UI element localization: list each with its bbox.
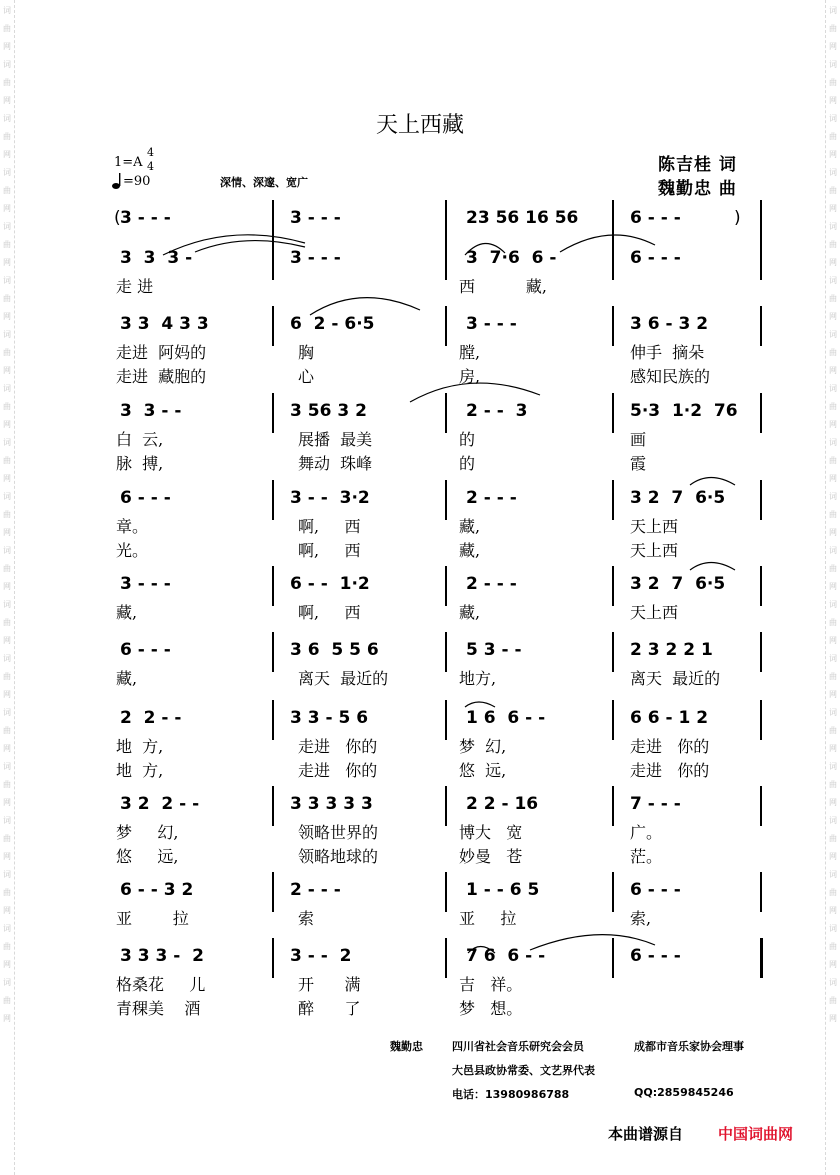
watermark-glyph: 词 [829,654,837,663]
measure-notes: 1 - - 6 5 [466,880,540,900]
barline [445,786,447,826]
barline [612,700,614,740]
lyric-segment: 藏, [116,669,138,688]
time-signature-bottom: 4 [147,160,154,173]
lyric-segment: 白 云, [116,430,164,449]
watermark-glyph: 词 [829,384,837,393]
watermark-glyph: 网 [829,312,837,321]
measure-notes: 2 - - 3 [466,401,528,421]
time-signature [147,146,154,174]
quarter-note-icon [112,172,121,190]
lyric-segment: 啊, 西 [298,541,361,560]
watermark-glyph: 词 [3,438,11,447]
watermark-glyph: 网 [3,744,11,753]
watermark-glyph: 曲 [829,24,837,33]
watermark-glyph: 网 [829,636,837,645]
measure-notes: 6 - - 3 2 [120,880,194,900]
watermark-glyph: 词 [829,870,837,879]
barline [272,306,274,346]
watermark-glyph: 曲 [829,942,837,951]
lyric-segment: 格桑花 儿 [116,975,206,994]
measure-notes: 2 - - - [466,574,517,594]
barline [445,938,447,978]
measure-notes: 3 3 - - [120,401,182,421]
lyric-segment: 离天 最近的 [630,669,721,688]
watermark-glyph: 网 [829,150,837,159]
score-row [112,200,762,240]
measure-notes: 3 - - - [120,574,171,594]
lyric-segment: 走进 你的 [298,761,378,780]
measure-notes: 3 2 7 6·5 [630,488,726,508]
barline [760,480,762,520]
barline [445,240,447,280]
footer-author: 魏勤忠 [390,1040,423,1053]
watermark-glyph: 词 [3,870,11,879]
watermark-glyph: 词 [829,60,837,69]
barline [612,938,614,978]
lyric-segment: 啊, 西 [298,517,361,536]
barline [445,872,447,912]
score-row [112,786,762,866]
close-paren: ) [734,208,741,228]
lyric-segment: 西 藏, [459,277,547,296]
footer-affiliation-2: 成都市音乐家协会理事 [634,1040,744,1053]
barline [612,786,614,826]
barline [445,566,447,606]
measure-notes: 7 - - - [630,794,681,814]
watermark-glyph: 曲 [829,672,837,681]
open-paren: ( [114,208,121,228]
watermark-glyph: 网 [3,42,11,51]
left-watermark-strip [0,0,15,1175]
score-row [112,700,762,780]
watermark-glyph: 网 [829,96,837,105]
lyric-segment: 亚 拉 [116,909,189,928]
watermark-glyph: 词 [3,816,11,825]
watermark-glyph: 网 [3,258,11,267]
measure-notes: 3 3 3 - [120,248,193,268]
lyric-segment: 梦 幻, [459,737,507,756]
barline [612,200,614,240]
lyric-segment: 藏, [459,517,481,536]
watermark-glyph: 曲 [829,618,837,627]
watermark-glyph: 网 [829,906,837,915]
lyric-segment: 脉 搏, [116,454,164,473]
barline [445,393,447,433]
measure-notes: 3 - - 2 [290,946,352,966]
watermark-glyph: 网 [829,1014,837,1023]
watermark-glyph: 网 [829,852,837,861]
watermark-glyph: 网 [3,528,11,537]
barline [612,566,614,606]
lyric-segment: 房, [459,367,481,386]
watermark-glyph: 词 [3,276,11,285]
watermark-glyph: 曲 [829,726,837,735]
expression-mark: 深情、深邃、宽广 [220,176,308,189]
watermark-glyph: 词 [829,438,837,447]
watermark-glyph: 曲 [3,780,11,789]
measure-notes: 6 - - - [630,946,681,966]
lyric-segment: 地 方, [116,761,164,780]
lyric-segment: 走进 你的 [630,737,710,756]
measure-notes: 6 6 - 1 2 [630,708,709,728]
watermark-glyph: 词 [3,978,11,987]
lyric-segment: 青稞美 酒 [116,999,201,1018]
lyric-segment: 膛, [459,343,481,362]
watermark-glyph: 词 [3,384,11,393]
measure-notes: 3 56 3 2 [290,401,367,421]
measure-notes: 3 - - - [466,314,517,334]
score-row [112,480,762,560]
measure-notes: 2 2 - 16 [466,794,539,814]
watermark-glyph: 曲 [829,132,837,141]
measure-notes: 1 6 6 - - [466,708,546,728]
barline [272,480,274,520]
measure-notes: 6 - - - [630,208,681,228]
watermark-glyph: 词 [3,600,11,609]
barline [760,240,762,280]
lyric-segment: 悠 远, [116,847,179,866]
watermark-glyph: 网 [829,42,837,51]
lyric-segment: 吉 祥。 [459,975,523,994]
score-row [112,306,762,386]
barline [272,200,274,240]
watermark-glyph: 词 [829,222,837,231]
watermark-glyph: 词 [3,546,11,555]
score-row [112,872,762,928]
lyric-segment: 藏, [459,603,481,622]
tempo-value: =90 [123,173,151,189]
measure-notes: 3 6 - 3 2 [630,314,709,334]
lyric-segment: 光。 [116,541,149,560]
score-row [112,240,762,296]
watermark-glyph: 词 [3,114,11,123]
lyric-segment: 博大 宽 [459,823,523,842]
barline [445,700,447,740]
watermark-glyph: 曲 [3,834,11,843]
right-watermark-strip [825,0,840,1175]
barline [612,306,614,346]
barline [612,480,614,520]
score-row [112,632,762,688]
lyric-segment: 藏, [459,541,481,560]
measure-notes: 6 - - - [120,640,171,660]
lyric-segment: 亚 拉 [459,909,517,928]
barline [272,700,274,740]
watermark-glyph: 网 [829,690,837,699]
footer-qq: QQ:2859845246 [634,1086,734,1099]
score-row [112,938,762,1018]
lyric-segment: 天上西 [630,603,679,622]
lyric-segment: 天上西 [630,541,679,560]
lyric-segment: 走进 藏胞的 [116,367,207,386]
measure-notes: 3 3 - 5 6 [290,708,369,728]
measure-notes: 23 56 16 56 [466,208,579,228]
footer-affiliation-1: 四川省社会音乐研究会会员 [452,1040,584,1053]
watermark-glyph: 曲 [3,726,11,735]
footer-phone: 电话：13980986788 [452,1088,570,1101]
barline [612,632,614,672]
time-signature-top: 4 [147,146,154,159]
watermark-glyph: 词 [829,762,837,771]
measure-notes: 7 6 6 - - [466,946,546,966]
watermark-glyph: 词 [829,492,837,501]
watermark-glyph: 词 [3,654,11,663]
key-signature: 1=A [114,155,143,170]
watermark-glyph: 网 [3,582,11,591]
watermark-glyph: 曲 [3,348,11,357]
watermark-glyph: 曲 [3,24,11,33]
barline [760,700,762,740]
watermark-glyph: 网 [829,204,837,213]
score-row [112,566,762,622]
watermark-glyph: 曲 [3,888,11,897]
lyric-segment: 走进 你的 [630,761,710,780]
lyric-segment: 走 进 [116,277,154,296]
lyric-segment: 的 [459,454,476,473]
barline [612,393,614,433]
measure-notes: 2 - - - [466,488,517,508]
measure-notes: 3 - - - [290,248,341,268]
footer-affiliation-3: 大邑县政协常委、文艺界代表 [452,1064,595,1077]
barline [760,306,762,346]
watermark-glyph: 网 [3,150,11,159]
watermark-glyph: 曲 [829,510,837,519]
measure-notes: 3 3 3 3 3 [290,794,373,814]
watermark-glyph: 曲 [829,240,837,249]
barline [760,393,762,433]
barline [272,938,274,978]
lyric-segment: 章。 [116,517,149,536]
watermark-glyph: 曲 [3,240,11,249]
measure-notes: 2 3 2 2 1 [630,640,713,660]
lyric-segment: 索, [630,909,652,928]
lyric-segment: 舞动 珠峰 [298,454,373,473]
measure-notes: 6 2 - 6·5 [290,314,375,334]
watermark-glyph: 词 [3,222,11,231]
watermark-glyph: 曲 [3,564,11,573]
barline [445,306,447,346]
composer-credit: 魏勤忠 曲 [658,179,737,199]
watermark-glyph: 网 [3,312,11,321]
measure-notes: 3 - - - [120,208,171,228]
measure-notes: 2 - - - [290,880,341,900]
barline [760,200,762,240]
watermark-glyph: 曲 [3,186,11,195]
lyric-segment: 广。 [630,823,663,842]
lyric-segment: 领略世界的 [298,823,379,842]
lyric-segment: 感知民族的 [630,367,711,386]
measure-notes: 3 2 2 - - [120,794,200,814]
watermark-glyph: 词 [829,168,837,177]
watermark-glyph: 词 [829,330,837,339]
watermark-glyph: 词 [829,708,837,717]
watermark-glyph: 曲 [829,888,837,897]
lyric-segment: 霞 [630,454,647,473]
barline [612,872,614,912]
lyric-segment: 梦 想。 [459,999,523,1018]
watermark-glyph: 曲 [829,834,837,843]
watermark-glyph: 曲 [3,132,11,141]
watermark-glyph: 曲 [3,294,11,303]
lyric-segment: 展播 最美 [298,430,373,449]
lyric-segment: 伸手 摘朵 [630,343,705,362]
barline [760,786,762,826]
watermark-glyph: 词 [3,60,11,69]
watermark-glyph: 网 [829,744,837,753]
watermark-glyph: 曲 [829,996,837,1005]
measure-notes: 3 7·6 6 - [466,248,557,268]
barline [760,632,762,672]
lyric-segment: 心 [298,367,315,386]
watermark-glyph: 网 [3,204,11,213]
lyric-segment: 妙曼 苍 [459,847,523,866]
lyric-segment: 离天 最近的 [298,669,389,688]
watermark-glyph: 网 [829,474,837,483]
barline [612,240,614,280]
barline [272,786,274,826]
barline [445,480,447,520]
lyric-segment: 醉 了 [298,999,361,1018]
lyric-segment: 的 [459,430,476,449]
watermark-glyph: 曲 [3,942,11,951]
watermark-glyph: 词 [829,816,837,825]
watermark-glyph: 词 [3,168,11,177]
watermark-glyph: 网 [3,798,11,807]
lyric-segment: 走进 阿妈的 [116,343,207,362]
watermark-glyph: 词 [829,978,837,987]
lyric-segment: 天上西 [630,517,679,536]
watermark-glyph: 网 [3,636,11,645]
watermark-glyph: 网 [3,420,11,429]
watermark-glyph: 网 [3,690,11,699]
measure-notes: 6 - - - [630,248,681,268]
watermark-glyph: 网 [829,528,837,537]
measure-notes: 5 3 - - [466,640,522,660]
watermark-glyph: 词 [829,546,837,555]
watermark-glyph: 网 [829,420,837,429]
lyric-segment: 藏, [116,603,138,622]
barline [272,393,274,433]
barline [445,200,447,240]
lyric-segment: 悠 远, [459,761,507,780]
watermark-glyph: 词 [3,762,11,771]
song-title: 天上西藏 [375,113,464,138]
watermark-glyph: 曲 [829,456,837,465]
watermark-glyph: 词 [3,708,11,717]
measure-notes: 6 - - - [120,488,171,508]
measure-notes: 3 3 4 3 3 [120,314,209,334]
watermark-glyph: 网 [3,96,11,105]
barline [272,632,274,672]
barline [272,872,274,912]
measure-notes: 3 3 3 - 2 [120,946,204,966]
lyric-segment: 领略地球的 [298,847,379,866]
watermark-glyph: 曲 [3,672,11,681]
watermark-glyph: 曲 [829,780,837,789]
measure-notes: 2 2 - - [120,708,182,728]
measure-notes: 3 6 5 5 6 [290,640,379,660]
source-label: 本曲谱源自 [608,1125,684,1143]
lyric-segment: 开 满 [298,975,361,994]
lyric-segment: 胸 [298,343,315,362]
measure-notes: 3 2 7 6·5 [630,574,726,594]
lyric-segment: 走进 你的 [298,737,378,756]
source-brand-link[interactable]: 中国词曲网 [718,1125,794,1143]
measure-notes: 6 - - - [630,880,681,900]
watermark-glyph: 网 [3,474,11,483]
watermark-glyph: 曲 [829,294,837,303]
watermark-glyph: 网 [3,906,11,915]
watermark-glyph: 曲 [3,510,11,519]
watermark-glyph: 曲 [829,564,837,573]
watermark-glyph: 曲 [829,402,837,411]
measure-notes: 3 - - 3·2 [290,488,370,508]
watermark-glyph: 词 [3,6,11,15]
barline [760,566,762,606]
lyric-segment: 地 方, [116,737,164,756]
watermark-glyph: 词 [3,330,11,339]
barline [272,240,274,280]
lyric-segment: 索 [298,909,315,928]
watermark-glyph: 网 [829,366,837,375]
watermark-glyph: 词 [829,6,837,15]
measure-notes: 6 - - 1·2 [290,574,370,594]
measure-notes: 3 - - - [290,208,341,228]
watermark-glyph: 词 [829,924,837,933]
watermark-glyph: 网 [829,798,837,807]
barline [272,566,274,606]
barline [760,872,762,912]
watermark-glyph: 网 [3,852,11,861]
lyric-segment: 地方, [459,669,497,688]
watermark-glyph: 网 [829,582,837,591]
watermark-glyph: 曲 [829,78,837,87]
watermark-glyph: 曲 [3,996,11,1005]
lyric-segment: 梦 幻, [116,823,179,842]
barline [445,632,447,672]
lyric-segment: 画 [630,430,647,449]
lyricist-credit: 陈吉桂 词 [658,155,737,175]
watermark-glyph: 曲 [3,78,11,87]
watermark-glyph: 曲 [3,402,11,411]
watermark-glyph: 曲 [829,348,837,357]
watermark-glyph: 网 [3,366,11,375]
watermark-glyph: 网 [829,960,837,969]
watermark-glyph: 词 [3,492,11,501]
watermark-glyph: 词 [3,924,11,933]
score-row [112,393,762,473]
lyric-segment: 啊, 西 [298,603,361,622]
watermark-glyph: 网 [3,1014,11,1023]
watermark-glyph: 网 [829,258,837,267]
watermark-glyph: 网 [3,960,11,969]
tempo-marking [112,172,150,190]
watermark-glyph: 词 [829,276,837,285]
final-barline [760,938,763,978]
watermark-glyph: 曲 [3,456,11,465]
watermark-glyph: 曲 [829,186,837,195]
measure-notes: 5·3 1·2 76 [630,401,738,421]
watermark-glyph: 曲 [3,618,11,627]
watermark-glyph: 词 [829,114,837,123]
lyric-segment: 茫。 [630,847,663,866]
watermark-glyph: 词 [829,600,837,609]
